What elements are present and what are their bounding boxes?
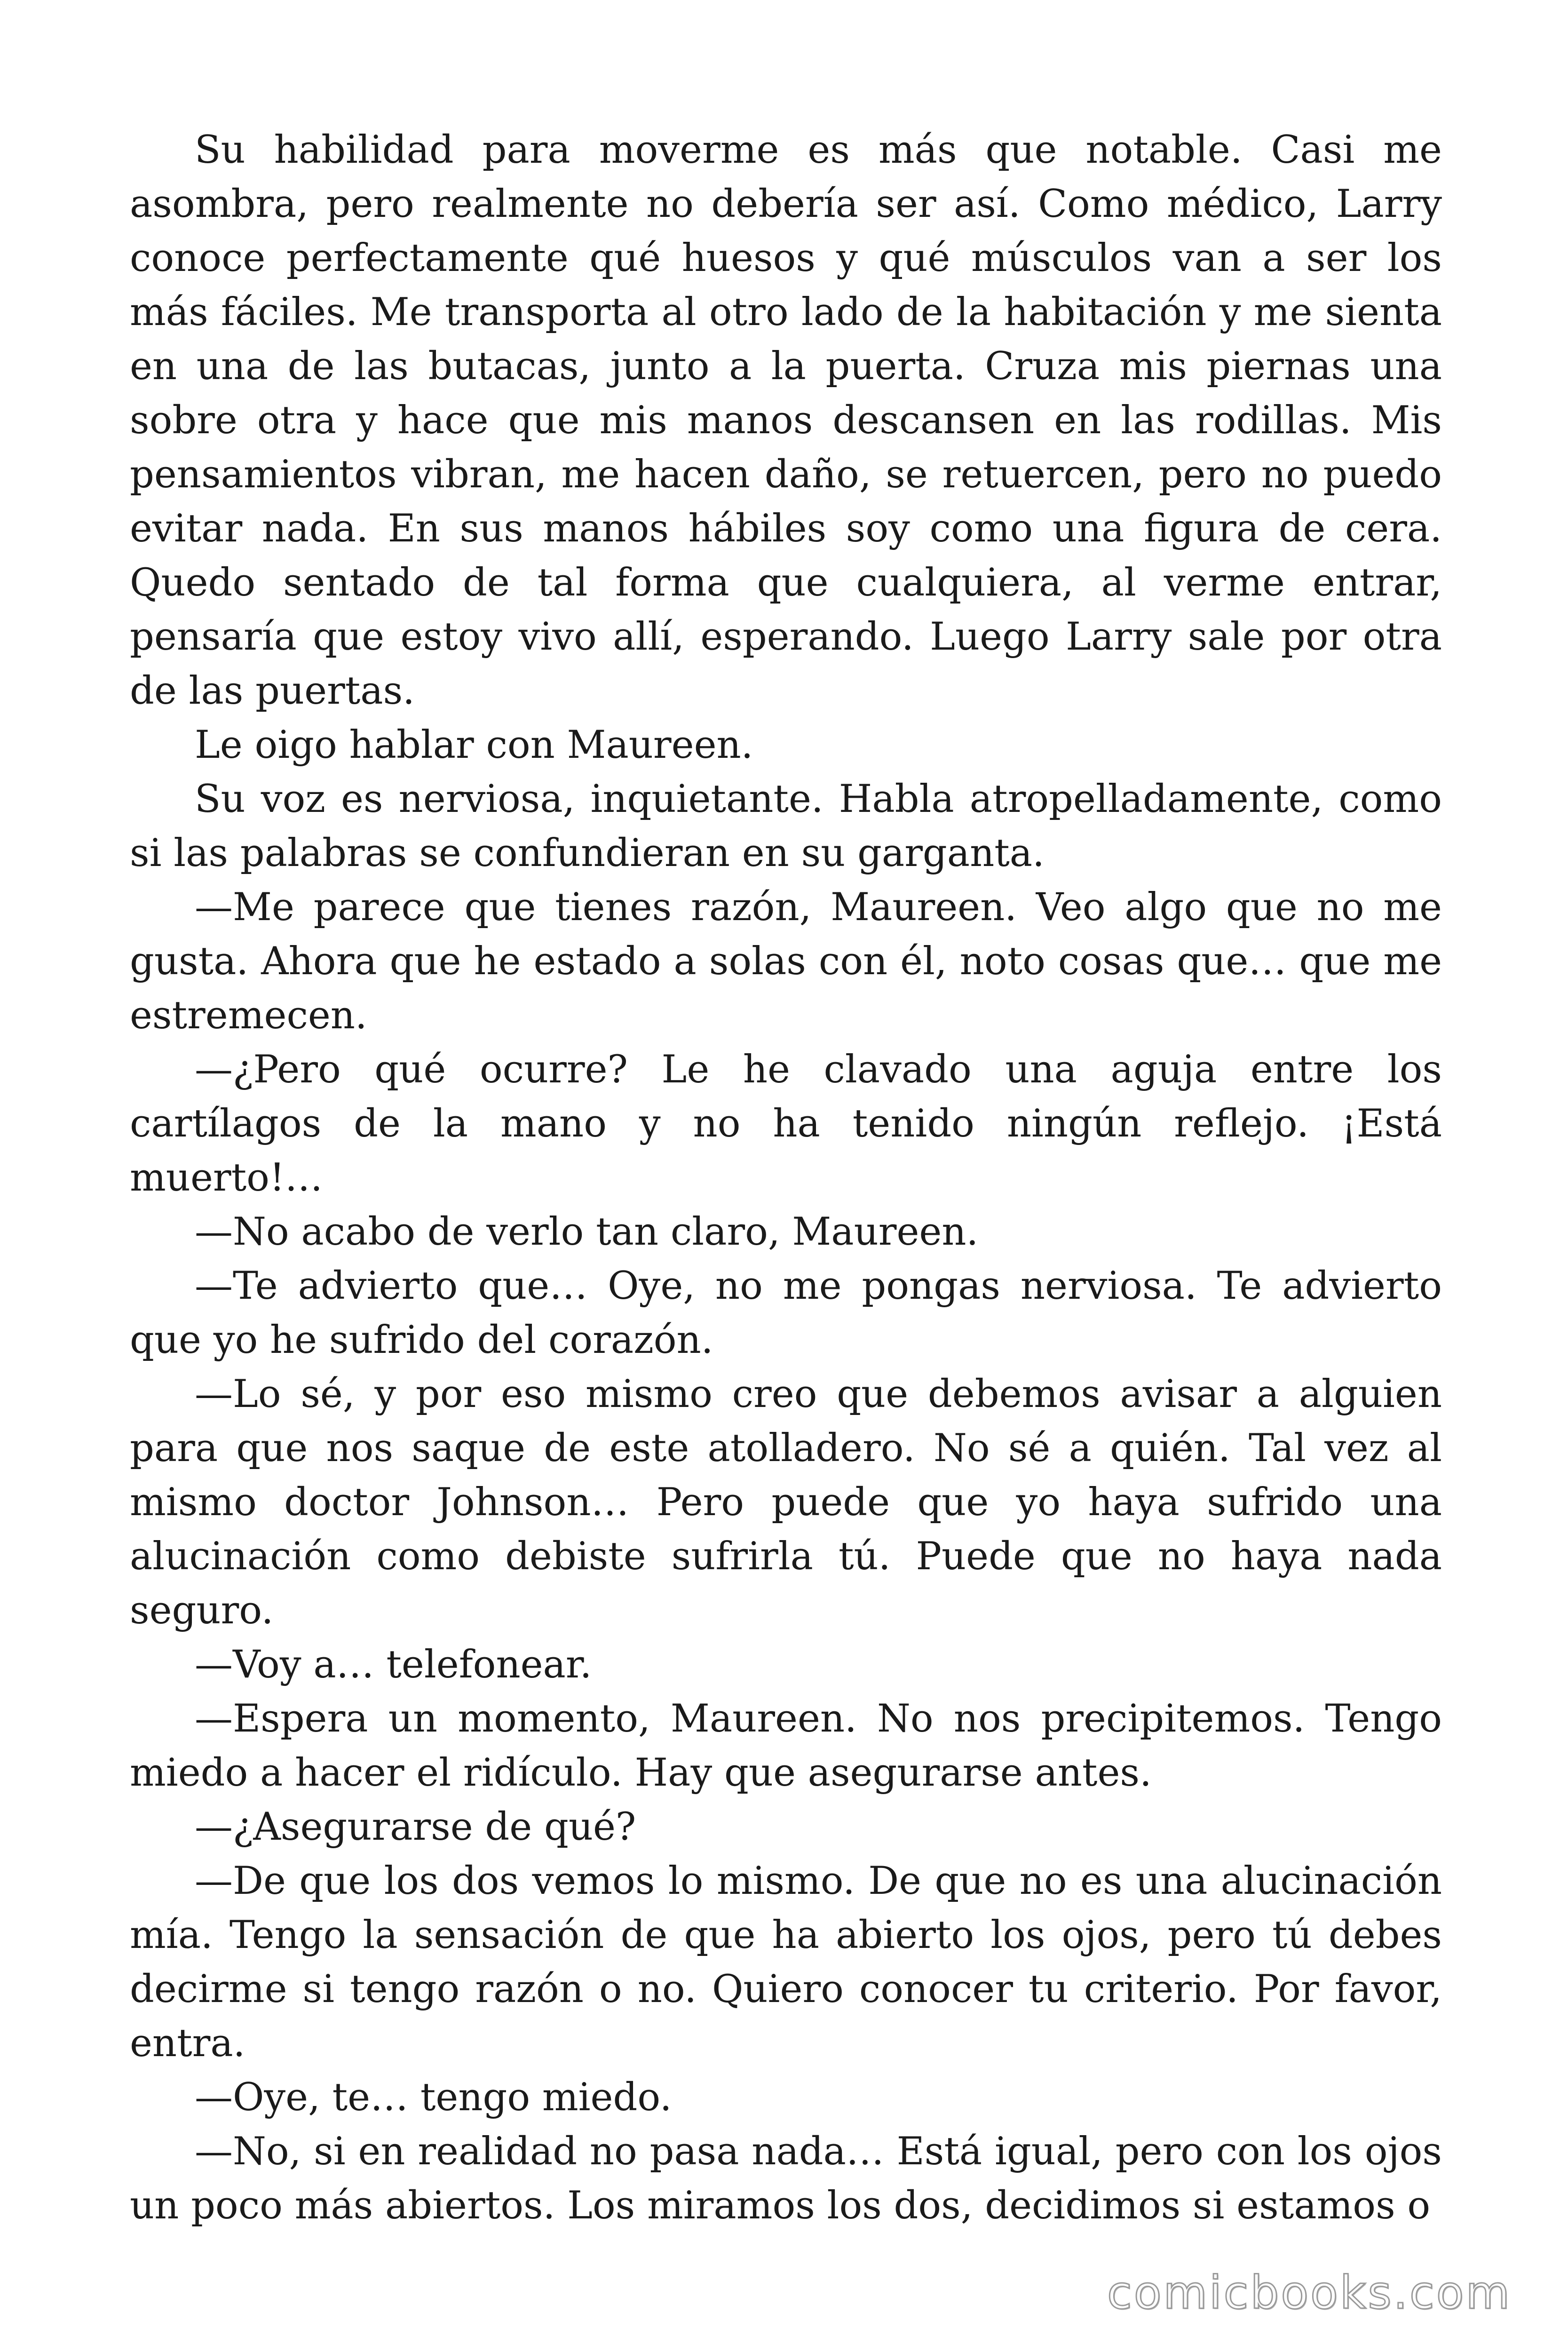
paragraph-13: —Oye, te… tengo miedo. [195,2075,672,2120]
paragraph-5: —¿Pero qué ocurre? Le he clavado una aguja entre los cartílagos de la mano y no ha tenido ningún reflejo. ¡Está muerto!… [130,1048,1442,1200]
paragraph-7: —Te advierto que… Oye, no me pongas nerviosa. Te advierto que yo he sufrido del corazón. [130,1264,1442,1362]
paragraph-2: Le oigo hablar con Maureen. [195,723,753,767]
paragraph-8: —Lo sé, y por eso mismo creo que debemos avisar a alguien para que nos saque de este atolladero. No sé a quién. Tal vez al mismo doctor Johnson… Pero puede que yo haya sufrido una alucinación como debiste sufrirla tú. Puede que no haya nada seguro. [130,1372,1442,1633]
paragraph-3: Su voz es nerviosa, inquietante. Habla atropelladamente, como si las palabras se confundieran en su garganta. [130,777,1442,875]
paragraph-14: —No, si en realidad no pasa nada… Está igual, pero con los ojos un poco más abiertos. Los miramos los dos, decidimos si estamos o [130,2130,1442,2228]
paragraph-4: —Me parece que tienes razón, Maureen. Veo algo que no me gusta. Ahora que he estado a solas con él, noto cosas que… que me estremecen. [130,885,1442,1038]
paragraph-6: —No acabo de verlo tan claro, Maureen. [195,1210,979,1254]
watermark: comicbooks.com [1107,2266,1512,2319]
paragraph-11: —¿Asegurarse de qué? [195,1805,636,1849]
paragraph-1: Su habilidad para moverme es más que notable. Casi me asombra, pero realmente no debería ser así. Como médico, Larry conoce perfectamente qué huesos y qué músculos van a ser los más fáciles. Me transporta al otro lado de la habitación y me sienta en una de las butacas, junto a la puerta. Cruza mis piernas una sobre otra y hace que mis manos descansen en las rodillas. Mis pensamientos vibran, me hacen daño, se retuercen, pero no puedo evitar nada. En sus manos hábiles soy como una figura de cera. Quedo sentado de tal forma que cualquiera, al verme entrar, pensaría que estoy vivo allí, esperando. Luego Larry sale por otra de las puertas. [130,128,1442,713]
paragraph-12: —De que los dos vemos lo mismo. De que no es una alucinación mía. Tengo la sensación de que ha abierto los ojos, pero tú debes decirme si tengo razón o no. Quiero conocer tu criterio. Por favor, entra. [130,1859,1442,2066]
paragraph-10: —Espera un momento, Maureen. No nos precipitemos. Tengo miedo a hacer el ridículo. Hay que asegurarse antes. [130,1697,1442,1795]
body-text [130,123,1442,2233]
paragraph-9: —Voy a… telefonear. [195,1643,592,1687]
